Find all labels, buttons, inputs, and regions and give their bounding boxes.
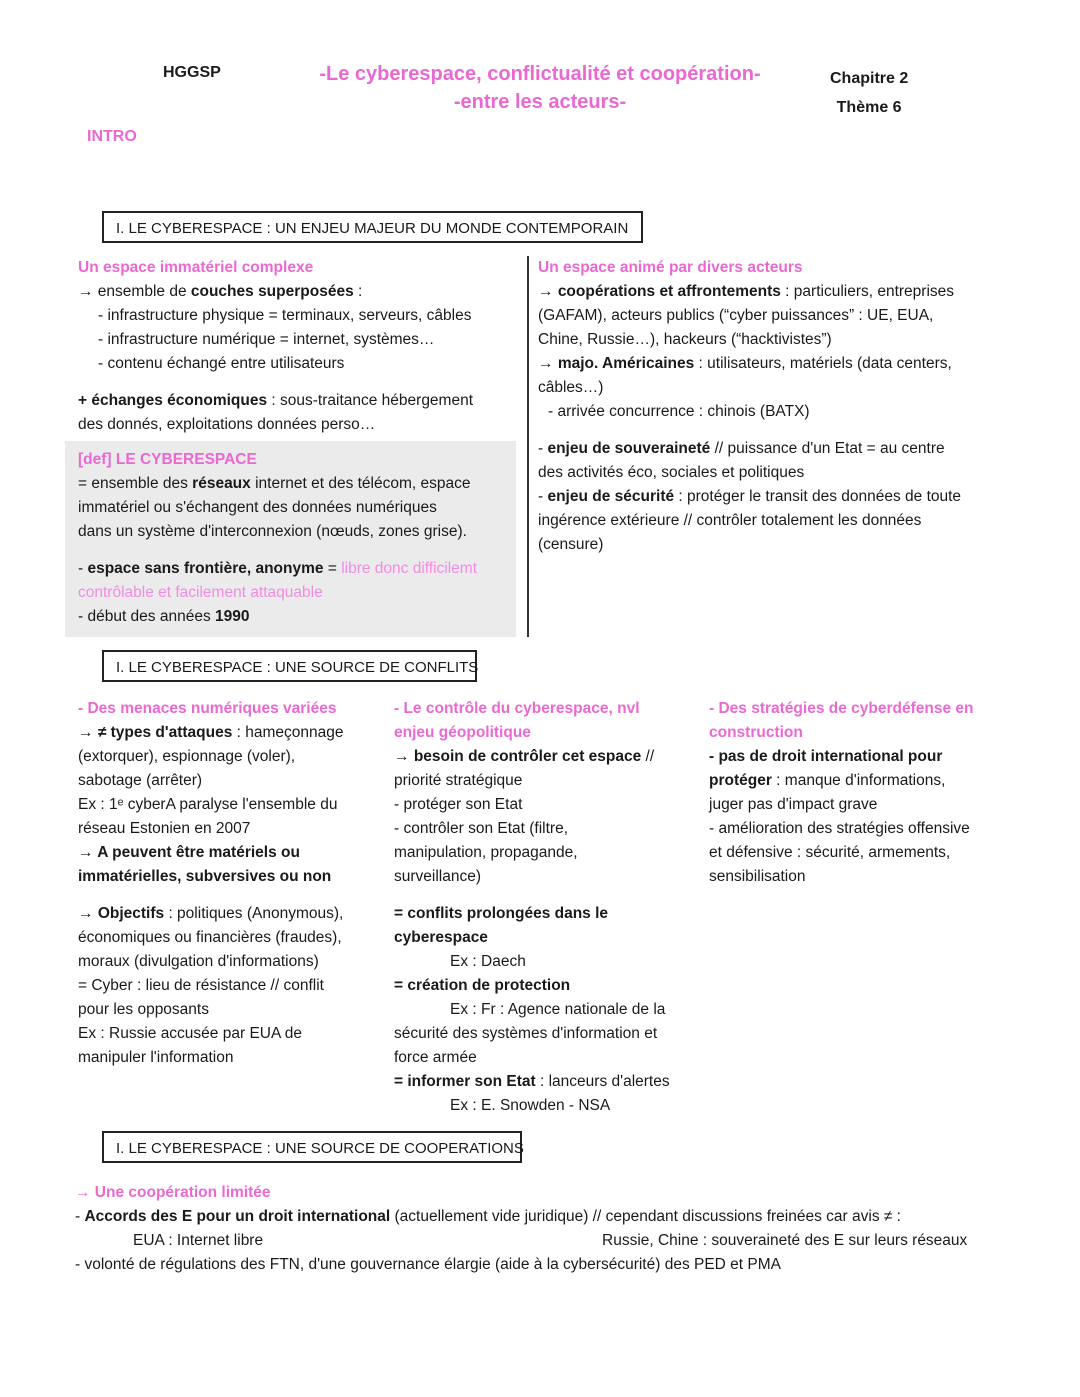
text-line: - amélioration des stratégies offensive	[709, 820, 970, 837]
text-line: → majo. Américaines : utilisateurs, matériels (data centers,	[538, 355, 952, 372]
s1-left-heading: Un espace immatériel complexe	[78, 259, 314, 276]
section-2-box: I. LE CYBERESPACE : UNE SOURCE DE CONFLITS	[102, 650, 477, 682]
text-line: câbles…)	[538, 379, 604, 396]
eua-position: EUA : Internet libre	[133, 1232, 264, 1249]
s2-col1-heading: - Des menaces numériques variées	[78, 700, 337, 717]
text-line: - infrastructure numérique = internet, systèmes…	[98, 331, 435, 348]
text-line: et défensive : sécurité, armements,	[709, 844, 951, 861]
text-line: sécurité des systèmes d'information et	[394, 1025, 658, 1042]
text-line: Chine, Russie…), hackeurs (“hacktivistes”)	[538, 331, 832, 348]
text-line: priorité stratégique	[394, 772, 523, 789]
intro-heading: INTRO	[87, 128, 137, 145]
text-line: - infrastructure physique = terminaux, serveurs, câbles	[98, 307, 472, 324]
text-line: manipulation, propagande,	[394, 844, 578, 861]
text-line: ingérence extérieure // contrôler totalement les données	[538, 512, 922, 529]
text-line: (GAFAM), acteurs publics (“cyber puissances” : UE, EUA,	[538, 307, 934, 324]
text-line: des activités éco, sociales et politiques	[538, 464, 805, 481]
text-line: (extorquer), espionnage (voler),	[78, 748, 296, 765]
subject-label: HGGSP	[163, 64, 221, 81]
text-line: immatériel ou s'échangent des données numériques	[78, 499, 437, 516]
text-line: - protéger son Etat	[394, 796, 523, 813]
section-1-box: I. LE CYBERESPACE : UN ENJEU MAJEUR DU MONDE CONTEMPORAIN	[102, 211, 643, 243]
text-line: = informer son Etat : lanceurs d'alertes	[394, 1073, 670, 1090]
s2-col-1	[78, 697, 378, 1070]
text-line: - arrivée concurrence : chinois (BATX)	[548, 403, 810, 420]
text-line: moraux (divulgation d'informations)	[78, 953, 319, 970]
text-line: + échanges économiques : sous-traitance hébergement	[78, 392, 474, 409]
text-line: - volonté de régulations des FTN, d'une gouvernance élargie (aide à la cybersécurité) des PED et PMA	[75, 1256, 781, 1273]
text-line: - début des années 1990	[78, 608, 250, 625]
text-line: - enjeu de souveraineté // puissance d'un Etat = au centre	[538, 440, 945, 457]
text-line: économiques ou financières (fraudes),	[78, 929, 342, 946]
text-line: = création de protection	[394, 977, 571, 994]
text-line: manipuler l'information	[78, 1049, 234, 1066]
s2-col3-heading: - Des stratégies de cyberdéfense en	[709, 700, 974, 717]
s2-col-3	[709, 697, 1009, 889]
text-line: Ex : Daech	[450, 953, 526, 970]
text-line: → Objectifs : politiques (Anonymous),	[78, 905, 344, 922]
text-line: → coopérations et affrontements : particuliers, entreprises	[538, 283, 955, 300]
s2-col3-heading: construction	[709, 724, 803, 741]
section-3-box: I. LE CYBERESPACE : UNE SOURCE DE COOPERATIONS	[102, 1131, 522, 1163]
text-line: réseau Estonien en 2007	[78, 820, 251, 837]
text-line: surveillance)	[394, 868, 482, 885]
text-line: → ≠ types d'attaques : hameçonnage	[78, 724, 344, 741]
text-line: - pas de droit international pour	[709, 748, 943, 765]
text-line: contrôlable et facilement attaquable	[78, 584, 323, 601]
text-line: sensibilisation	[709, 868, 806, 885]
text-line: Ex : Russie accusée par EUA de	[78, 1025, 303, 1042]
text-line: - Accords des E pour un droit international (actuellement vide juridique) // cependant discussions freinées car avis ≠ :	[75, 1208, 901, 1225]
s2-col-2	[394, 697, 699, 1118]
s3-content	[75, 1181, 1035, 1277]
text-line: Ex : Fr : Agence nationale de la	[450, 1001, 666, 1018]
text-line: (censure)	[538, 536, 604, 553]
text-line: → besoin de contrôler cet espace //	[394, 748, 655, 765]
text-line	[75, 1229, 1035, 1253]
text-line: → A peuvent être matériels ou	[78, 844, 300, 861]
page-title	[300, 60, 780, 116]
s1-right	[538, 256, 1008, 557]
text-line: immatérielles, subversives ou non	[78, 868, 332, 885]
text-line: Ex : E. Snowden - NSA	[450, 1097, 611, 1114]
s1-definition	[78, 448, 518, 629]
s3-heading: → Une coopération limitée	[75, 1184, 271, 1201]
text-line: protéger : manque d'informations,	[709, 772, 946, 789]
column-divider	[527, 256, 529, 637]
chapter-label: Chapitre 2	[830, 70, 909, 87]
text-line: - contenu échangé entre utilisateurs	[98, 355, 345, 372]
definition-heading: [def] LE CYBERESPACE	[78, 451, 257, 468]
theme-label: Thème 6	[836, 99, 902, 116]
s1-right-heading: Un espace animé par divers acteurs	[538, 259, 803, 276]
text-line: juger pas d'impact grave	[709, 796, 878, 813]
russia-china-position: Russie, Chine : souveraineté des E sur leurs réseaux	[602, 1232, 968, 1249]
text-line: des donnés, exploitations données perso…	[78, 416, 376, 433]
text-line: dans un système d'interconnexion (nœuds, zones grise).	[78, 523, 467, 540]
s2-col2-heading: enjeu géopolitique	[394, 724, 531, 741]
title-line-2: -entre les acteurs-	[453, 91, 627, 113]
text-line: sabotage (arrêter)	[78, 772, 203, 789]
text-line: → ensemble de couches superposées :	[78, 283, 363, 300]
text-line: force armée	[394, 1049, 477, 1066]
chapter-info	[830, 64, 908, 122]
title-line-1: -Le cyberespace, conflictualité et coopération-	[319, 63, 761, 85]
text-line: - enjeu de sécurité : protéger le transit des données de toute	[538, 488, 962, 505]
s2-col2-heading: - Le contrôle du cyberespace, nvl	[394, 700, 640, 717]
text-line: pour les opposants	[78, 1001, 209, 1018]
text-line: Ex : 1ᵉ cyberA paralyse l'ensemble du	[78, 796, 338, 813]
text-line: = Cyber : lieu de résistance // conflit	[78, 977, 324, 994]
text-line: - contrôler son Etat (filtre,	[394, 820, 569, 837]
text-line: cyberespace	[394, 929, 488, 946]
text-line: - espace sans frontière, anonyme = libre donc difficilemt	[78, 560, 478, 577]
text-line: = ensemble des réseaux internet et des télécom, espace	[78, 475, 471, 492]
s1-left-top	[78, 256, 518, 437]
text-line: = conflits prolongées dans le	[394, 905, 609, 922]
